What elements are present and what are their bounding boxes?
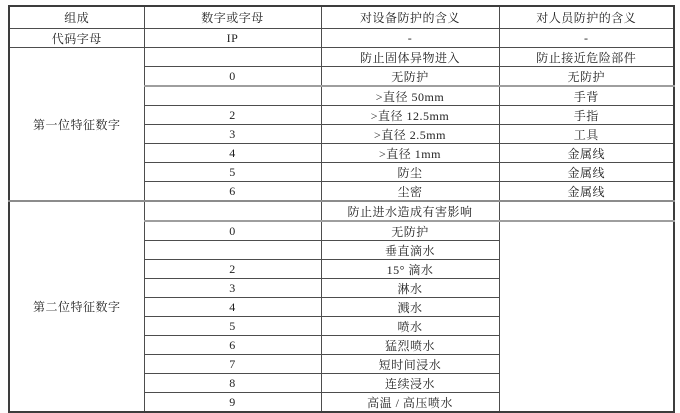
equipment-meaning-cell: 垂直滴水 <box>321 241 499 260</box>
digit-cell <box>144 48 321 67</box>
digit-cell <box>144 86 321 106</box>
digit-cell: 3 <box>144 125 321 144</box>
digit-cell: 2 <box>144 260 321 279</box>
code-letter-label: 代码字母 <box>9 29 144 48</box>
digit-cell: 0 <box>144 221 321 241</box>
digit-cell <box>144 241 321 260</box>
personnel-meaning-cell: 手背 <box>499 86 674 106</box>
equipment-meaning-cell: 无防护 <box>321 221 499 241</box>
equipment-meaning-cell: 防止固体异物进入 <box>321 48 499 67</box>
ip-rating-table <box>8 5 675 413</box>
column-header-digit-or-letter: 数字或字母 <box>144 6 321 29</box>
digit-cell: 7 <box>144 355 321 374</box>
personnel-meaning-merged-cell <box>499 221 674 412</box>
digit-cell: 5 <box>144 163 321 182</box>
equipment-meaning-cell: >直径 50mm <box>321 86 499 106</box>
equipment-meaning-cell: >直径 1mm <box>321 144 499 163</box>
group1-header-row <box>9 48 674 67</box>
equipment-meaning-cell: 猛烈喷水 <box>321 336 499 355</box>
digit-cell: 0 <box>144 67 321 87</box>
digit-cell: 6 <box>144 336 321 355</box>
code-letter-row <box>9 29 674 48</box>
code-letter-equipment-cell: - <box>321 29 499 48</box>
equipment-meaning-cell: 喷水 <box>321 317 499 336</box>
equipment-meaning-cell: 15° 滴水 <box>321 260 499 279</box>
personnel-meaning-cell <box>499 201 674 221</box>
personnel-meaning-cell: 金属线 <box>499 182 674 202</box>
equipment-meaning-cell: 溅水 <box>321 298 499 317</box>
equipment-meaning-cell: 淋水 <box>321 279 499 298</box>
equipment-meaning-cell: 尘密 <box>321 182 499 202</box>
digit-cell: 5 <box>144 317 321 336</box>
equipment-meaning-cell: 高温 / 高压喷水 <box>321 393 499 413</box>
digit-cell: 9 <box>144 393 321 413</box>
personnel-meaning-cell: 手指 <box>499 106 674 125</box>
code-letter-personnel-cell: - <box>499 29 674 48</box>
personnel-meaning-cell: 金属线 <box>499 144 674 163</box>
equipment-meaning-cell: 连续浸水 <box>321 374 499 393</box>
equipment-meaning-cell: >直径 12.5mm <box>321 106 499 125</box>
equipment-meaning-cell: 短时间浸水 <box>321 355 499 374</box>
column-header-composition: 组成 <box>9 6 144 29</box>
equipment-meaning-cell: >直径 2.5mm <box>321 125 499 144</box>
personnel-meaning-cell: 工具 <box>499 125 674 144</box>
personnel-meaning-cell: 金属线 <box>499 163 674 182</box>
digit-cell: 4 <box>144 144 321 163</box>
personnel-meaning-cell: 无防护 <box>499 67 674 87</box>
column-header-personnel-protection: 对人员防护的含义 <box>499 6 674 29</box>
group2-label: 第二位特征数字 <box>9 201 144 412</box>
personnel-meaning-cell: 防止接近危险部件 <box>499 48 674 67</box>
equipment-meaning-cell: 防尘 <box>321 163 499 182</box>
digit-cell: 8 <box>144 374 321 393</box>
digit-cell: 2 <box>144 106 321 125</box>
digit-cell <box>144 201 321 221</box>
digit-cell: 6 <box>144 182 321 202</box>
equipment-meaning-cell: 无防护 <box>321 67 499 87</box>
equipment-meaning-cell: 防止进水造成有害影响 <box>321 201 499 221</box>
group1-label: 第一位特征数字 <box>9 48 144 202</box>
group2-header-row <box>9 201 674 221</box>
digit-cell: 3 <box>144 279 321 298</box>
digit-cell: 4 <box>144 298 321 317</box>
column-header-equipment-protection: 对设备防护的含义 <box>321 6 499 29</box>
table-header-row <box>9 6 674 29</box>
code-letter-value: IP <box>144 29 321 48</box>
